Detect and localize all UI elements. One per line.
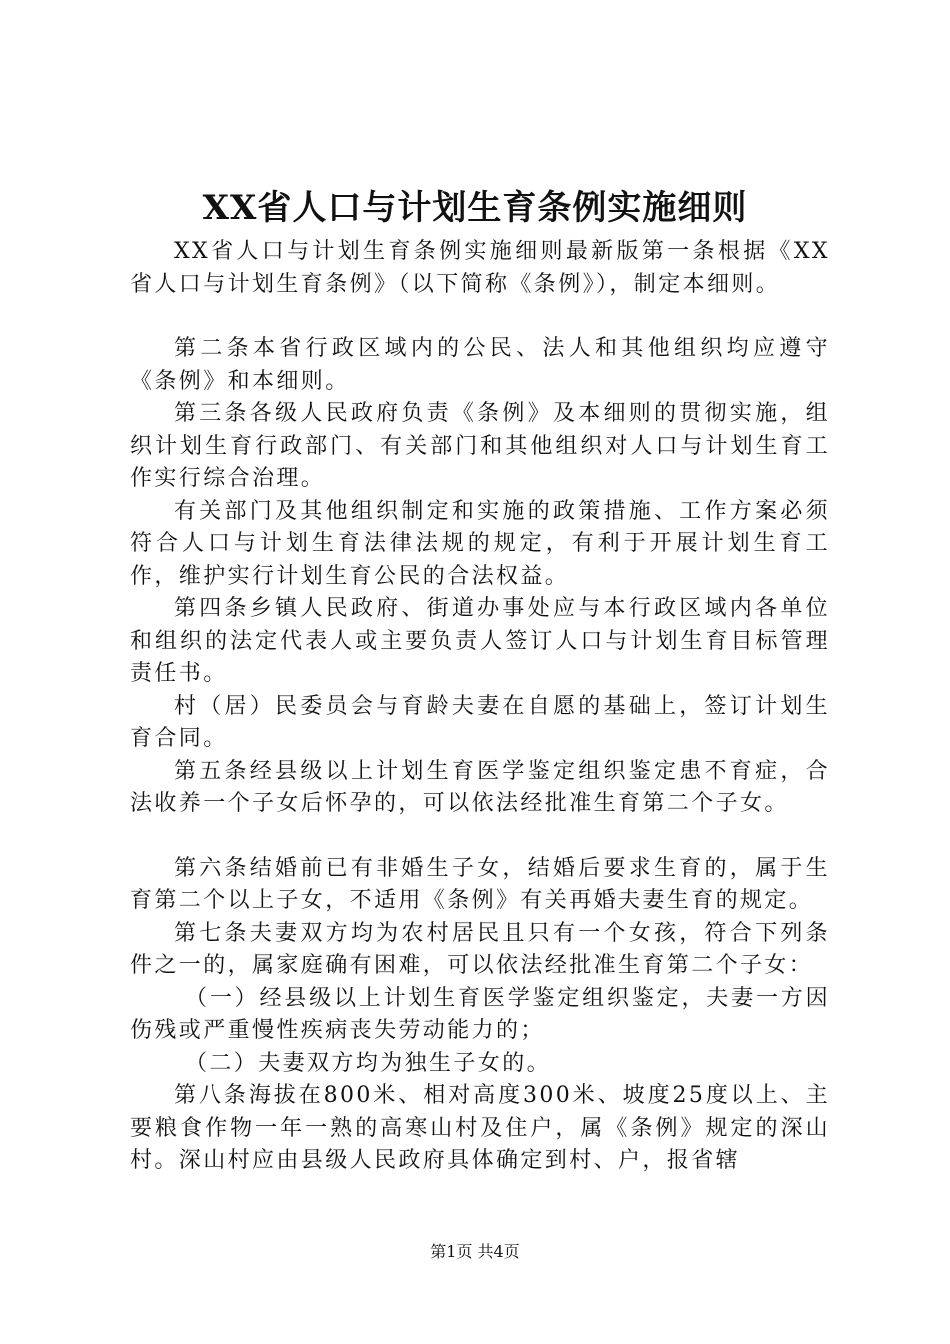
paragraph-article-3: 第三条各级人民政府负责《条例》及本细则的贯彻实施，组织计划生育行政部门、有关部门和其他组织对人口与计划生育工作实行综合治理。	[130, 401, 830, 491]
document-body	[130, 236, 830, 1178]
paragraph-article-7-item-1: （一）经县级以上计划生育医学鉴定组织鉴定，夫妻一方因伤残或严重慢性疾病丧失劳动能力的；	[130, 985, 830, 1043]
paragraph-article-1: XX省人口与计划生育条例实施细则最新版第一条根据《XX省人口与计划生育条例》（以下简称《条例》），制定本细则。	[130, 239, 830, 297]
paragraph-article-6: 第六条结婚前已有非婚生子女，结婚后要求生育的，属于生育第二个以上子女，不适用《条例》有关再婚夫妻生育的规定。	[130, 855, 830, 913]
paragraph-article-2: 第二条本省行政区域内的公民、法人和其他组织均应遵守《条例》和本细则。	[130, 336, 830, 394]
paragraph-article-3-cont: 有关部门及其他组织制定和实施的政策措施、工作方案必须符合人口与计划生育法律法规的规定，有利于开展计划生育工作，维护实行计划生育公民的合法权益。	[130, 498, 830, 589]
paragraph-article-8: 第八条海拔在800米、相对高度300米、坡度25度以上、主要粮食作物一年一熟的高寒山村及住户，属《条例》规定的深山村。深山村应由县级人民政府具体确定到村、户，报省辖	[130, 1083, 830, 1173]
paragraph-article-4: 第四条乡镇人民政府、街道办事处应与本行政区域内各单位和组织的法定代表人或主要负责人签订人口与计划生育目标管理责任书。	[130, 596, 830, 686]
document-title: XX省人口与计划生育条例实施细则	[202, 188, 748, 228]
paragraph-article-7-item-2: （二）夫妻双方均为独生子女的。	[185, 1050, 552, 1076]
paragraph-article-5: 第五条经县级以上计划生育医学鉴定组织鉴定患不育症，合法收养一个子女后怀孕的，可以依法经批准生育第二个子女。	[130, 758, 830, 816]
page-footer: 第1页 共4页	[430, 1242, 520, 1261]
paragraph-article-4-cont: 村（居）民委员会与育龄夫妻在自愿的基础上，签订计划生育合同。	[130, 693, 830, 751]
paragraph-article-7: 第七条夫妻双方均为农村居民且只有一个女孩，符合下列条件之一的，属家庭确有困难，可以依法经批准生育第二个子女：	[130, 920, 830, 978]
